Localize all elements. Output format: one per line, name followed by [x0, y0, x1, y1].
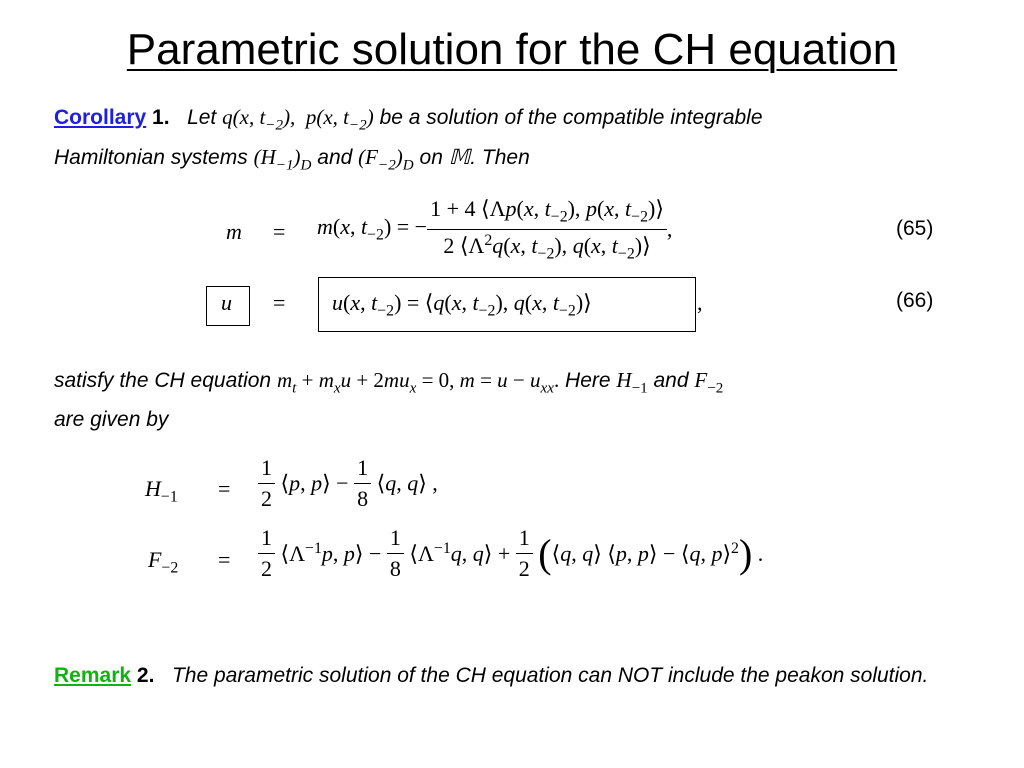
h-def-equals: =: [218, 476, 231, 501]
eq65-rhs: m(x, $t_{-2}$) = − $\frac{1 + 4 ⟨\Lambda p(x, t_{-2}), p(x, t_{-2})⟩}{2 ⟨\Lambda^2q(x, t_{-2}), q(x, t_{-2})⟩}$ ,: [317, 196, 673, 262]
satisfy-text: satisfy the CH equation: [54, 369, 272, 392]
h-minus-1-symbol: $H_{-1}$: [616, 368, 648, 397]
corollary-text-1: be a solution of the compatible integrable: [379, 106, 763, 129]
eq65-lhs: m: [226, 219, 242, 244]
h-def-lhs: $H_{-1}$: [145, 476, 178, 506]
system-h-minus-1: $(H_{-1})_D$: [253, 145, 312, 174]
f-minus-2-symbol: $F_{-2}$: [694, 368, 724, 397]
corollary-and: and: [317, 146, 353, 170]
remark-keyword: Remark: [54, 664, 132, 687]
slide-title: Parametric solution for the CH equation: [126, 25, 898, 74]
eq65-number: (65): [896, 217, 934, 240]
eq66-comma: ,: [697, 290, 703, 315]
and-text: and: [653, 369, 689, 392]
ch-equation-paragraph: [54, 364, 949, 436]
corollary-text-2: Hamiltonian systems: [54, 146, 248, 170]
remark-paragraph: [54, 660, 949, 692]
h-def-rhs: $\frac{1}{2}$ ⟨p, p⟩ − $\frac{1}{8}$ ⟨q, q⟩ ,: [258, 455, 438, 512]
ch-equation: $m_t + m_xu + 2mu_x = 0$, $m = u - u_{xx}$.: [276, 368, 560, 397]
f-def-lhs: $F_{-2}$: [148, 547, 179, 577]
f-def-equals: =: [218, 547, 231, 572]
corollary-functions: q(x, $t_{-2}$), p(x, $t_{-2}$): [222, 105, 374, 134]
corollary-on: on 𝕄. Then: [419, 146, 530, 170]
corollary-let: Let: [187, 106, 217, 129]
f-def-rhs: $\frac{1}{2}$ $⟨\Lambda^{-1}p$, p⟩ − $\frac{1}{8}$ $⟨\Lambda^{-1}q$, q⟩ + $\frac{1}{2}$ (⟨q, q⟩ ⟨p, p⟩ − ⟨q, p⟩$^2$) .: [258, 525, 763, 582]
remark-number: 2.: [136, 664, 155, 687]
system-f-minus-2: $(F_{-2})_D$: [358, 145, 414, 174]
corollary-paragraph: [54, 101, 949, 182]
eq66-rhs: u(x, $t_{-2}$) = ⟨q(x, $t_{-2}$), q(x, $t_{-2})⟩$: [332, 290, 592, 320]
here-text: Here: [565, 369, 611, 392]
given-by-text: are given by: [54, 408, 169, 432]
corollary-number: 1.: [152, 106, 170, 129]
eq65-equals: =: [273, 219, 286, 244]
eq66-lhs: u: [221, 290, 232, 315]
corollary-keyword: Corollary: [54, 106, 147, 129]
eq66-equals: =: [273, 290, 286, 315]
eq66-number: (66): [896, 289, 934, 312]
remark-text: The parametric solution of the CH equation can NOT include the peakon solution.: [171, 664, 929, 687]
